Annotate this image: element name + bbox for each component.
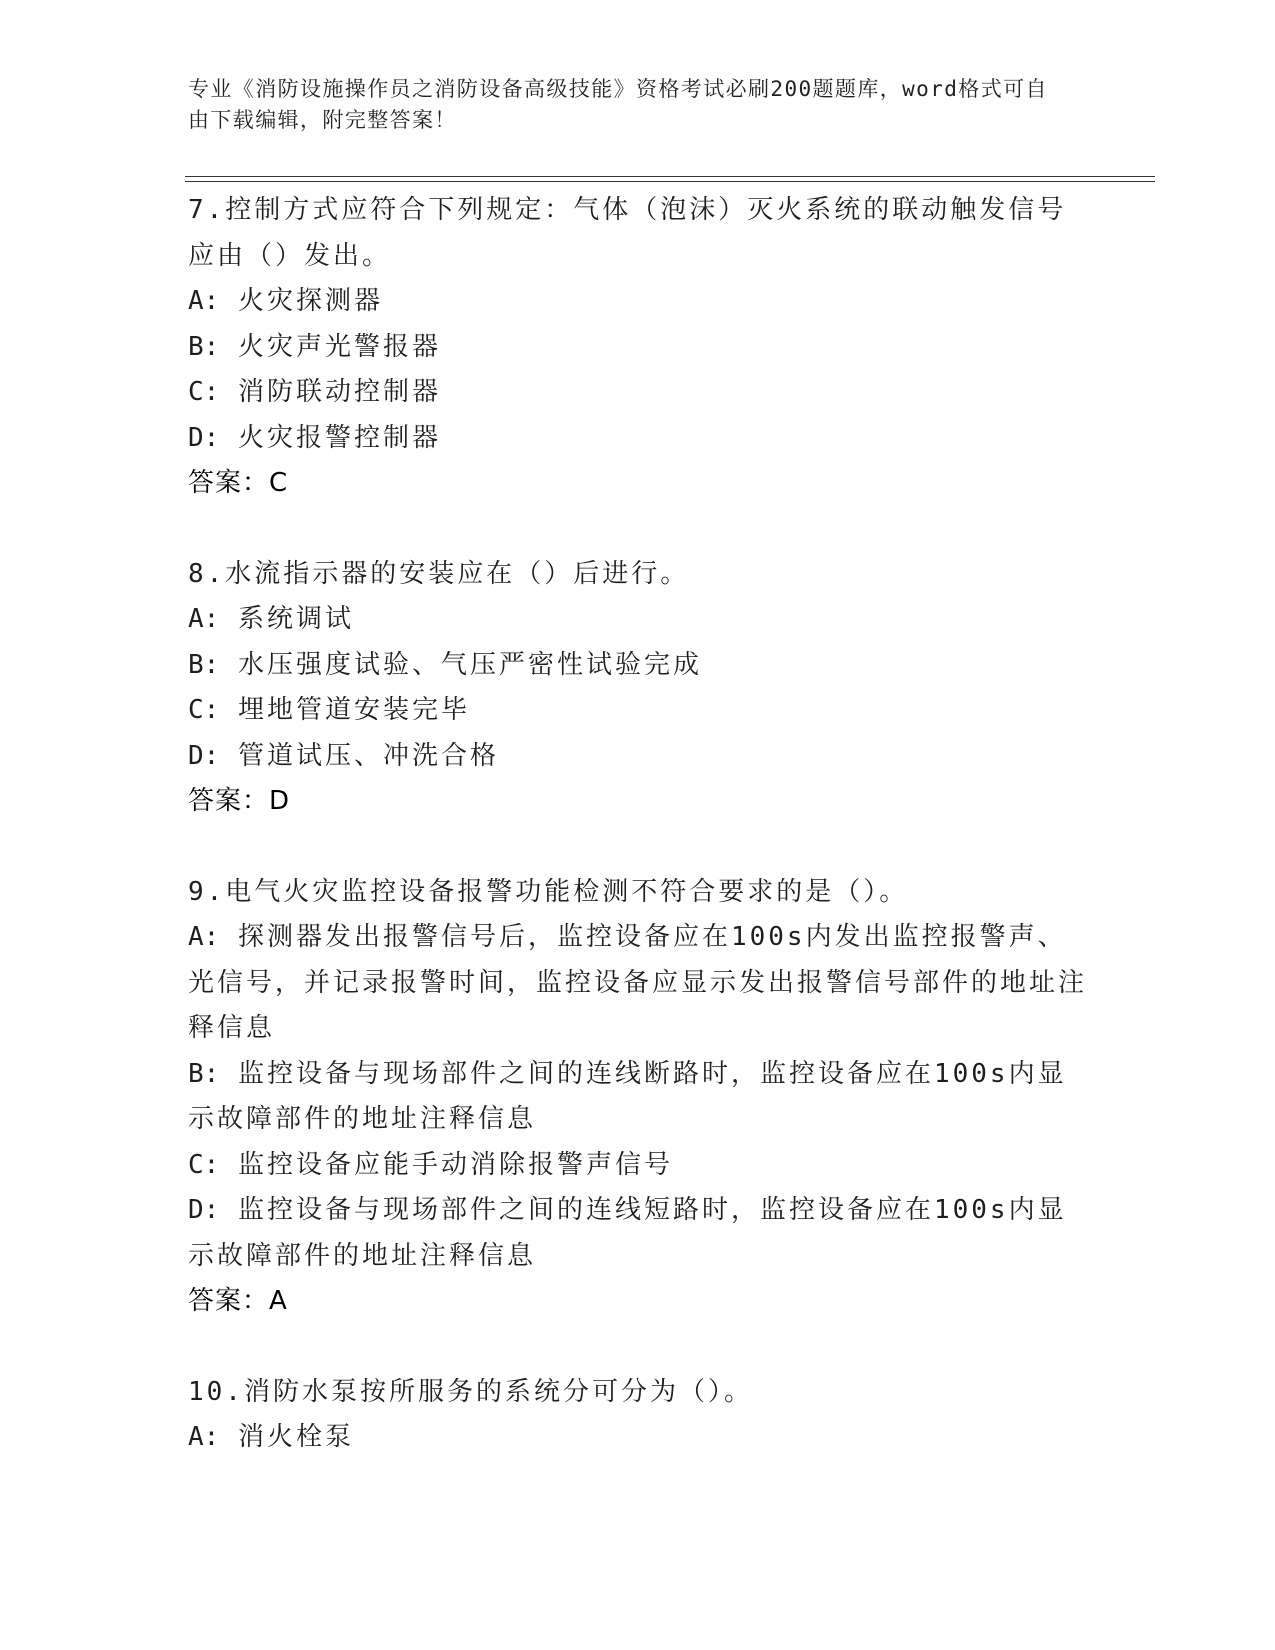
option-letter: C: bbox=[188, 377, 220, 407]
option-text: 水压强度试验、气压严密性试验完成 bbox=[237, 649, 702, 680]
option-text: 监控设备与现场部件之间的连线断路时，监控设备应在100s内显示故障部件的地址注释信息 bbox=[188, 1058, 1067, 1134]
option-c bbox=[188, 1143, 1088, 1189]
option-d bbox=[188, 1188, 1088, 1279]
option-letter: A: bbox=[188, 286, 220, 316]
option-c bbox=[188, 370, 1088, 416]
spacer bbox=[188, 825, 1088, 870]
header-divider-bottom bbox=[185, 181, 1155, 182]
option-text: 埋地管道安装完毕 bbox=[237, 695, 470, 725]
question-text: 10.消防水泵按所服务的系统分可分为（）。 bbox=[188, 1376, 753, 1407]
option-a bbox=[188, 279, 1088, 325]
answer: 答案：A bbox=[188, 1286, 288, 1316]
spacer bbox=[188, 1325, 1088, 1370]
question-list bbox=[188, 188, 1088, 1461]
option-letter: A: bbox=[188, 604, 220, 634]
option-letter: A: bbox=[188, 1422, 220, 1452]
option-letter: C: bbox=[188, 1149, 220, 1180]
option-text: 火灾报警控制器 bbox=[237, 422, 441, 453]
answer: 答案：D bbox=[188, 786, 291, 816]
spacer bbox=[188, 507, 1088, 552]
option-text: 监控设备与现场部件之间的连线短路时，监控设备应在100s内显示故障部件的地址注释信息 bbox=[188, 1195, 1067, 1271]
option-a bbox=[188, 1415, 1088, 1461]
option-text: 火灾声光警报器 bbox=[237, 331, 441, 362]
option-d bbox=[188, 416, 1088, 462]
option-b bbox=[188, 643, 1088, 689]
option-text: 火灾探测器 bbox=[237, 286, 383, 316]
option-text: 消火栓泵 bbox=[237, 1422, 354, 1452]
option-letter: A: bbox=[188, 922, 220, 952]
option-b bbox=[188, 325, 1088, 371]
question-text: 9.电气火灾监控设备报警功能检测不符合要求的是（）。 bbox=[188, 876, 909, 907]
option-text: 系统调试 bbox=[237, 604, 354, 634]
question-10 bbox=[188, 1370, 1088, 1461]
option-letter: C: bbox=[188, 695, 220, 725]
option-text: 监控设备应能手动消除报警声信号 bbox=[237, 1149, 673, 1180]
question-7 bbox=[188, 188, 1088, 507]
option-letter: D: bbox=[188, 422, 220, 453]
option-letter: B: bbox=[188, 1058, 220, 1089]
option-letter: D: bbox=[188, 1195, 220, 1225]
option-b bbox=[188, 1052, 1088, 1143]
question-9 bbox=[188, 870, 1088, 1325]
option-text: 管道试压、冲洗合格 bbox=[237, 740, 499, 771]
question-text: 8.水流指示器的安装应在（）后进行。 bbox=[188, 558, 690, 589]
option-d bbox=[188, 734, 1088, 780]
option-text: 探测器发出报警信号后，监控设备应在100s内发出监控报警声、光信号，并记录报警时间，监控设备应显示发出报警信号部件的地址注释信息 bbox=[188, 922, 1088, 1043]
question-8 bbox=[188, 552, 1088, 825]
option-c bbox=[188, 688, 1088, 734]
header-divider-top bbox=[185, 176, 1155, 177]
option-letter: D: bbox=[188, 740, 220, 771]
answer: 答案：C bbox=[188, 468, 289, 498]
option-letter: B: bbox=[188, 331, 220, 362]
document-header: 专业《消防设施操作员之消防设备高级技能》资格考试必刷200题题库，word格式可自由下载编辑，附完整答案！ bbox=[188, 77, 1048, 132]
question-text: 7.控制方式应符合下列规定：气体（泡沫）灭火系统的联动触发信号应由（）发出。 bbox=[188, 195, 1067, 271]
option-text: 消防联动控制器 bbox=[237, 377, 441, 407]
option-a bbox=[188, 915, 1088, 1052]
option-a bbox=[188, 597, 1088, 643]
option-letter: B: bbox=[188, 649, 220, 680]
